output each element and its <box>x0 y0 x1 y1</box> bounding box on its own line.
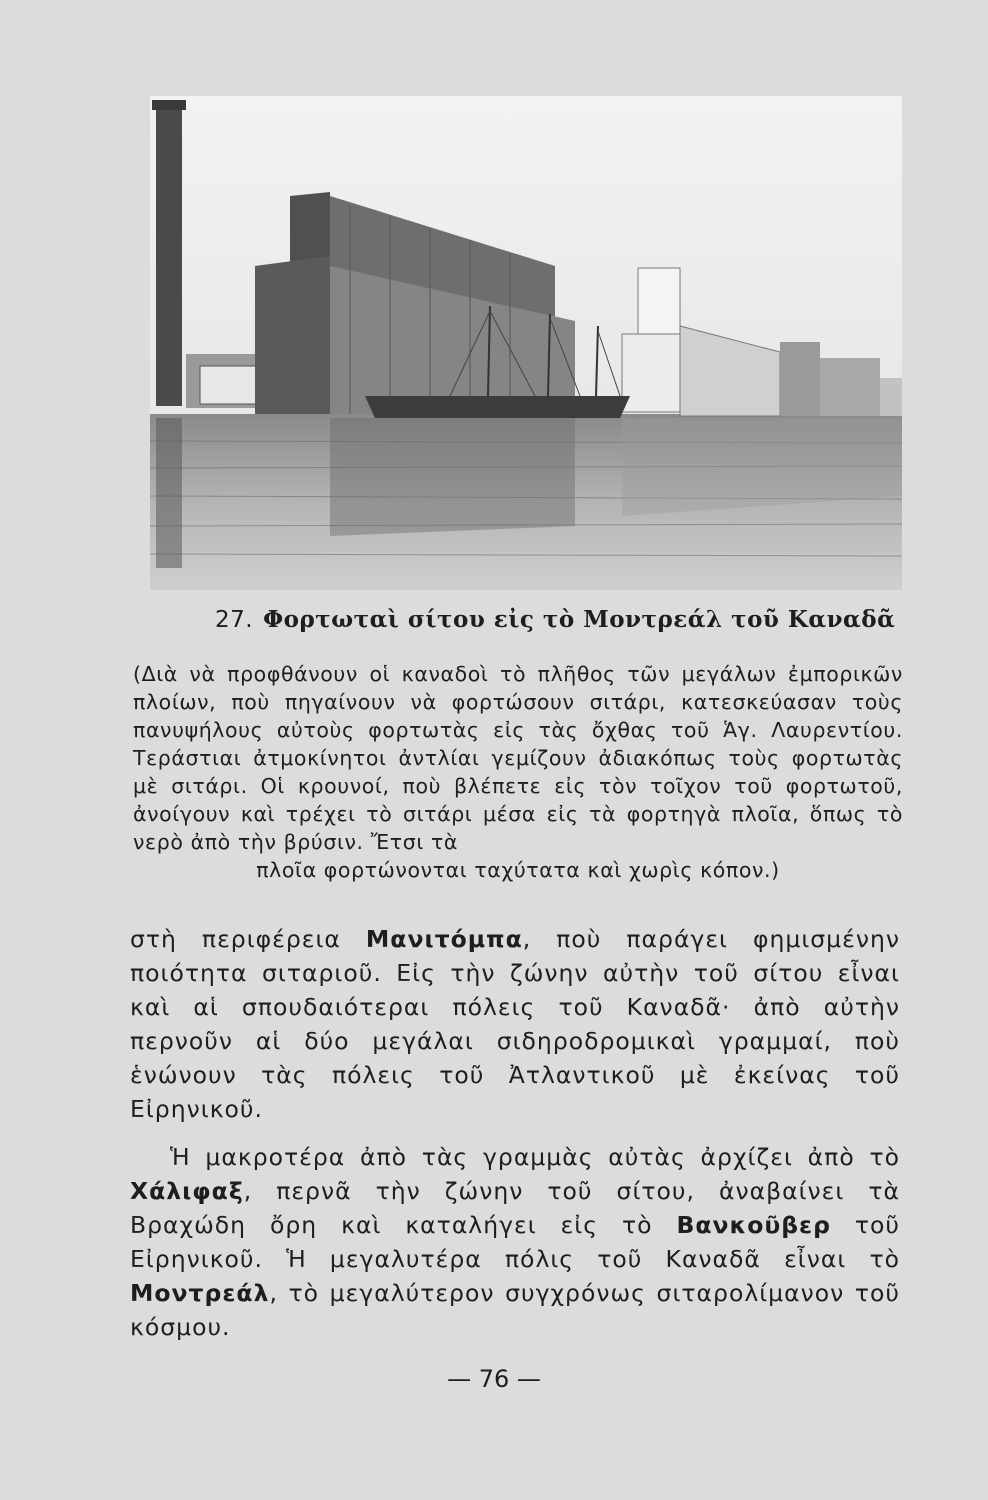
page-number: — 76 — <box>447 1365 541 1393</box>
figure-title: Φορτωταὶ σίτου εἰς τὸ Μοντρεάλ τοῦ Καναδᾶ <box>263 606 896 633</box>
body-text <box>130 922 900 1344</box>
paragraph-2 <box>130 1140 900 1344</box>
figure-number: 27. <box>215 607 254 633</box>
caption-note-text: (Διὰ νὰ προφθάνουν οἱ καναδοὶ τὸ πλῆθος τῶν μεγάλων ἐμπορικῶν πλοίων, ποὺ πηγαίνουν νὰ φορτώσουν σιτάρι, κατεσκεύασαν τοὺς πανυψήλους αὐτοὺς φορτωτὰς εἰς τὰς ὄχθας τοῦ Ἁγ. Λαυρεντίου. Τεράστιαι ἀτμοκίνητοι ἀντλίαι γεμίζουν ἀδιακόπως τοὺς φορτωτὰς μὲ σιτάρι. Οἱ κρουνοί, ποὺ βλέπετε εἰς τὸν τοῖχον τοῦ φορτωτοῦ, ἀνοίγουν καὶ τρέχει τὸ σιτάρι μέσα εἰς τὰ φορτηγὰ πλοῖα, ὅπως τὸ νερὸ ἀπὸ τὴν βρύσιν. Ἔτσι τὰ <box>133 662 903 854</box>
paragraph-2-text-c: τοῦ Εἰρηνικοῦ. Ἡ μεγαλυτέρα πόλις τοῦ Καναδᾶ εἶναι τὸ <box>130 1211 901 1273</box>
place-manitoba: Μανιτόμπα <box>365 925 523 953</box>
figure-caption <box>215 606 896 633</box>
caption-note-last-line: πλοῖα φορτώνονται ταχύτατα καὶ χωρὶς κόπον.) <box>256 858 780 882</box>
place-montreal: Μοντρεάλ <box>130 1279 270 1307</box>
paragraph-2-text-a: Ἡ μακροτέρα ἀπὸ τὰς γραμμὰς αὐτὰς ἀρχίζει ἀπὸ τὸ <box>170 1143 900 1171</box>
paragraph-1-text-b: , ποὺ παράγει φημισμένην ποιότητα σιταριοῦ. Εἰς τὴν ζώνην αὐτὴν τοῦ σίτου εἶναι καὶ αἱ σπουδαιότεραι πόλεις τοῦ Καναδᾶ· ἀπὸ αὐτὴν περνοῦν αἱ δύο μεγάλαι σιδηροδρομικαὶ γραμμαί, ποὺ ἑνώνουν τὰς πόλεις τοῦ Ἀτλαντικοῦ μὲ ἐκείνας τοῦ Εἰρηνικοῦ. <box>130 925 900 1123</box>
paragraph-2-text-d: , τὸ μεγαλύτερον συγχρόνως σιταρολίμανον τοῦ κόσμου. <box>130 1279 900 1341</box>
caption-note <box>133 660 903 884</box>
place-vancouver: Βανκοῦβερ <box>676 1211 831 1239</box>
paragraph-2-text-b: , περνᾶ τὴν ζώνην τοῦ σίτου, ἀναβαίνει τὰ Βραχώδη ὄρη καὶ καταλήγει εἰς τὸ <box>130 1177 900 1239</box>
harbor-photo <box>150 96 902 590</box>
place-halifax: Χάλιφαξ <box>130 1177 244 1205</box>
grain-elevator-illustration <box>150 96 902 590</box>
paragraph-1-text-a: στὴ περιφέρεια <box>130 925 366 953</box>
paragraph-1 <box>130 922 900 1126</box>
